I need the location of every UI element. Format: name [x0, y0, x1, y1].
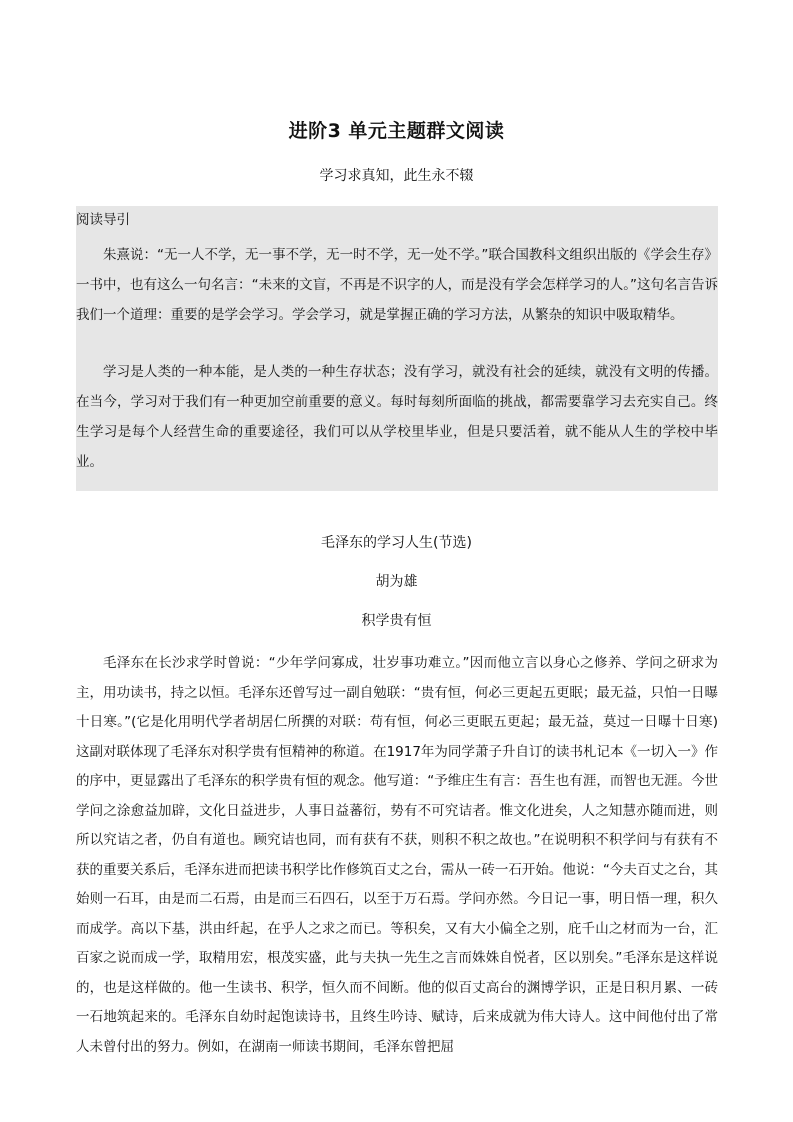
article-title: 毛泽东的学习人生(节选) — [321, 535, 472, 551]
reading-guide-label: 阅读导引 — [76, 212, 130, 228]
reading-guide-paragraph: 朱熹说：“无一人不学，无一事不学，无一时不学，无一处不学。”联合国教科文组织出版的《学会生存》一书中，也有这么一句名言：“未来的文盲，不再是不识字的人，而是没有学会怎样学习的人。”这句名言告诉我们一个道理：重要的是学会学习。学会学习，就是掌握正确的学习方法，从繁杂的知识中吸取精华。 — [76, 247, 718, 323]
reading-guide-box — [76, 206, 718, 491]
reading-guide-paragraph: 学习是人类的一种本能，是人类的一种生存状态；没有学习，就没有社会的延续，就没有文明的传播。在当今，学习对于我们有一种更加空前重要的意义。每时每刻所面临的挑战，都需要靠学习去充实自己。终生学习是每个人经营生命的重要途径，我们可以从学校里毕业，但是只要活着，就不能从人生的学校中毕业。 — [76, 364, 718, 470]
section-heading: 积学贵有恒 — [361, 613, 432, 629]
article-body-paragraph: 毛泽东在长沙求学时曾说：“少年学问寡成，壮岁事功难立。”因而他立言以身心之修养、学问之研求为主，用功读书，持之以恒。毛泽东还曾写过一副自勉联：“贵有恒，何必三更起五更眠；最无益，只怕一日曝十日寒。”(它是化用明代学者胡居仁所撰的对联：苟有恒，何必三更眠五更起；最无益，莫过一日曝十日寒)这副对联体现了毛泽东对积学贵有恒精神的称道。在1917年为同学萧子升自订的读书札记本《一切入一》作的序中，更显露出了毛泽东的积学贵有恒的观念。他写道：“予维庄生有言：吾生也有涯，而智也无涯。今世学问之涂愈益加辟，文化日益进步，人事日益蕃衍，势有不可究诘者。惟文化进矣，人之知慧亦随而进，则所以究诘之者，仍自有道也。顾究诘也同，而有获有不获，则积不积之故也。”在说明积不积学问与有获有不获的重要关系后，毛泽东进而把读书积学比作修筑百丈之台，需从一砖一石开始。他说：“今夫百丈之台，其始则一石耳，由是而二石焉，由是而三石四石，以至于万石焉。学问亦然。今日记一事，明日悟一理，积久而成学。高以下基，洪由纤起，在乎人之求之而已。等积矣，又有大小偏全之别，庇千山之材而为一台，汇百家之说而成一学，取精用宏，根茂实盛，此与夫执一先生之言而姝姝自悦者，区以别矣。”毛泽东是这样说的，也是这样做的。他一生读书、积学，恒久而不间断。他的似百丈高台的渊博学识，正是日积月累、一砖一石地筑起来的。毛泽东自幼时起饱读诗书，且终生吟诗、赋诗，后来成就为伟大诗人。这中间他付出了常人未曾付出的努力。例如，在湖南一师读书期间，毛泽东曾把屈 — [76, 655, 718, 1055]
article-author: 胡为雄 — [375, 574, 418, 590]
page-title: 进阶3 单元主题群文阅读 — [288, 120, 505, 142]
page-subtitle: 学习求真知，此生永不辍 — [319, 168, 474, 184]
